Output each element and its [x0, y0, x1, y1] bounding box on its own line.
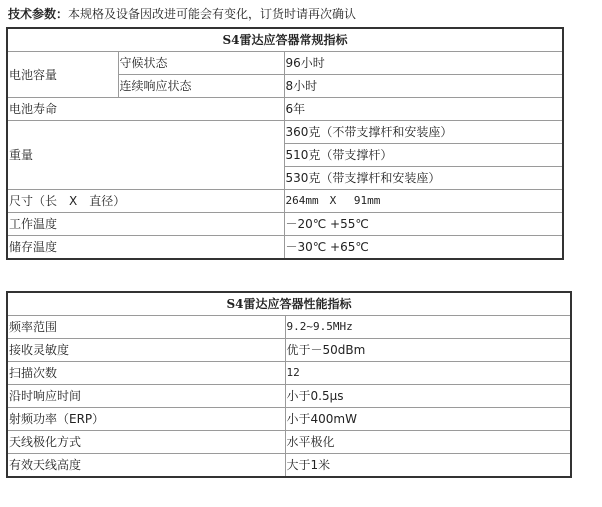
- row-value: 水平极化: [285, 431, 571, 454]
- row-label: 频率范围: [7, 316, 285, 339]
- storage-temp-label: 储存温度: [7, 236, 284, 260]
- row-value: 12: [285, 362, 571, 385]
- table-row: [7, 316, 571, 339]
- row-label: 射频功率（ERP）: [7, 408, 285, 431]
- row-label: 沿时响应时间: [7, 385, 285, 408]
- row-label: 扫描次数: [7, 362, 285, 385]
- table-row: [7, 52, 563, 75]
- performance-spec-table: [6, 291, 572, 478]
- row-label: 接收灵敏度: [7, 339, 285, 362]
- storage-temp-value: －30℃ +65℃: [284, 236, 563, 260]
- battery-capacity-label: 电池容量: [7, 52, 118, 98]
- table-row: [7, 213, 563, 236]
- table-row: [7, 98, 563, 121]
- table-row: [7, 454, 571, 478]
- table-row: [7, 362, 571, 385]
- operating-temp-label: 工作温度: [7, 213, 284, 236]
- tech-params-note: [8, 6, 356, 22]
- dimensions-label: 尺寸（长 X 直径）: [7, 190, 284, 213]
- row-value: 小于400mW: [285, 408, 571, 431]
- general-spec-table: [6, 27, 564, 260]
- dimensions-value: 264mm X 91mm: [284, 190, 563, 213]
- table-row: [7, 385, 571, 408]
- row-value: 优于－50dBm: [285, 339, 571, 362]
- table-row: [7, 408, 571, 431]
- row-value: 9.2~9.5MHz: [285, 316, 571, 339]
- table-title-row: [7, 292, 571, 316]
- standby-value: 96小时: [284, 52, 563, 75]
- battery-life-value: 6年: [284, 98, 563, 121]
- battery-life-label: 电池寿命: [7, 98, 284, 121]
- table-row: [7, 190, 563, 213]
- table-title-row: [7, 28, 563, 52]
- weight-value-3: 530克（带支撑杆和安装座）: [284, 167, 563, 190]
- table-row: [7, 431, 571, 454]
- performance-spec-title: S4雷达应答器性能指标: [7, 292, 571, 316]
- table-row: [7, 121, 563, 144]
- row-value: 大于1米: [285, 454, 571, 478]
- standby-label: 守候状态: [118, 52, 284, 75]
- row-label: 天线极化方式: [7, 431, 285, 454]
- table-row: [7, 236, 563, 260]
- note-text: 本规格及设备因改进可能会有变化，订货时请再次确认: [68, 7, 357, 21]
- general-spec-title: S4雷达应答器常规指标: [7, 28, 563, 52]
- weight-label: 重量: [7, 121, 284, 190]
- table-row: [7, 339, 571, 362]
- row-label: 有效天线高度: [7, 454, 285, 478]
- weight-value-1: 360克（不带支撑杆和安装座）: [284, 121, 563, 144]
- continuous-label: 连续响应状态: [118, 75, 284, 98]
- row-value: 小于0.5μs: [285, 385, 571, 408]
- note-label: 技术参数：: [8, 7, 69, 21]
- weight-value-2: 510克（带支撑杆）: [284, 144, 563, 167]
- operating-temp-value: －20℃ +55℃: [284, 213, 563, 236]
- continuous-value: 8小时: [284, 75, 563, 98]
